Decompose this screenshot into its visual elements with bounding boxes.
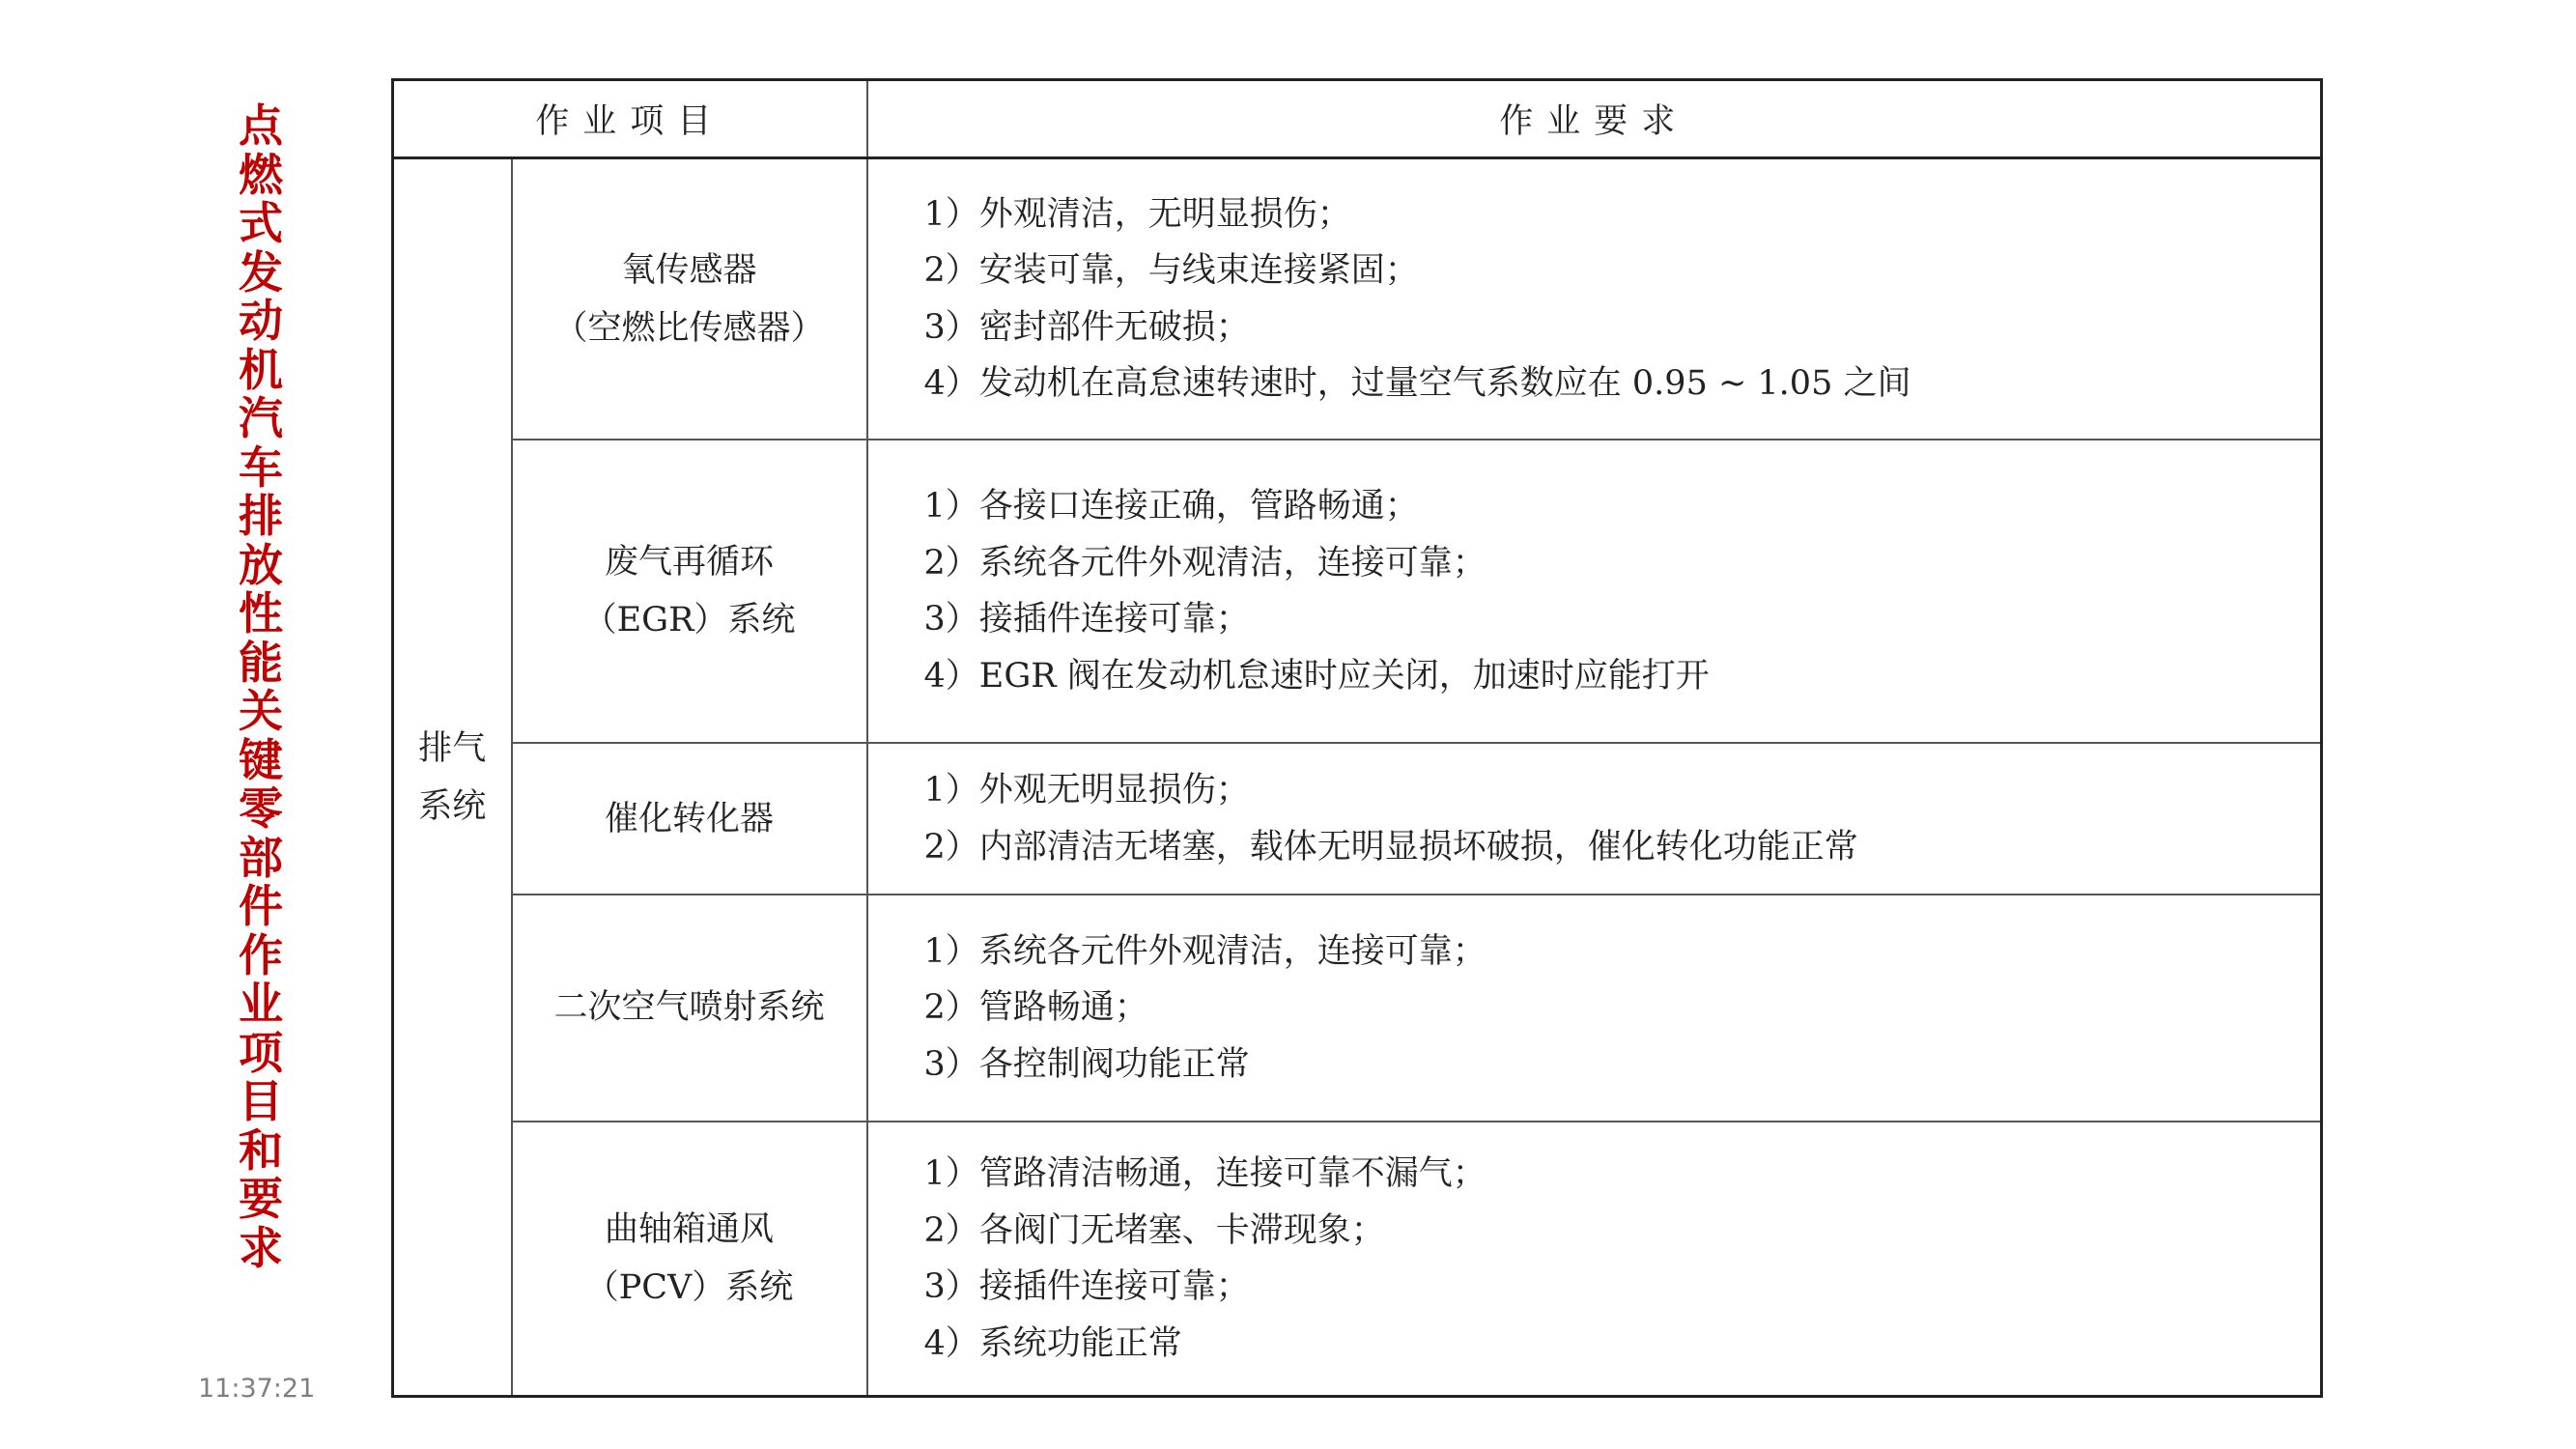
requirement-line: 4）系统功能正常 — [923, 1323, 1182, 1363]
requirement-line: 4）EGR 阀在发动机怠速时应关闭，加速时应能打开 — [923, 656, 1710, 696]
item-cell — [512, 895, 867, 1122]
item-name: 二次空气喷射系统 — [553, 988, 825, 1028]
requirement-line: 3）接插件连接可靠； — [923, 1267, 1250, 1307]
table-row — [393, 440, 2322, 743]
item-cell — [512, 440, 867, 743]
header-work-requirement: 作业要求 — [867, 80, 2322, 158]
requirement-line: 2）管路畅通； — [923, 988, 1148, 1028]
item-name: 废气再循环 — [605, 543, 775, 582]
requirement-line: 2）系统各元件外观清洁，连接可靠； — [923, 543, 1486, 582]
requirement-line: 2）各阀门无堵塞、卡滞现象； — [923, 1210, 1385, 1250]
header-work-item: 作业项目 — [393, 80, 867, 158]
requirement-line: 3）密封部件无破损； — [923, 307, 1250, 347]
item-subname: （EGR）系统 — [582, 601, 796, 640]
requirement-cell — [867, 895, 2322, 1122]
requirement-cell — [867, 1122, 2322, 1396]
requirement-cell — [867, 158, 2322, 440]
requirement-line: 1）外观无明显损伤； — [923, 771, 1250, 810]
requirement-cell — [867, 743, 2322, 894]
requirement-line: 2）安装可靠，与线束连接紧固； — [923, 251, 1419, 291]
system-label-line1: 排气 — [418, 728, 487, 768]
item-subname: （空燃比传感器） — [553, 308, 825, 348]
requirement-line: 2）内部清洁无堵塞，载体无明显损坏破损，催化转化功能正常 — [923, 827, 1858, 867]
item-name: 曲轴箱通风 — [605, 1210, 775, 1250]
requirement-line: 1）各接口连接正确，管路畅通； — [923, 487, 1419, 526]
table-row — [393, 743, 2322, 894]
table-header-row — [393, 80, 2322, 158]
table-row — [393, 895, 2322, 1122]
system-cell — [393, 158, 512, 1397]
item-cell — [512, 158, 867, 440]
slide-title: 点燃式发动机汽车排放性能关键零部件作业项目和要求 — [239, 99, 283, 1274]
requirement-line: 4）发动机在高怠速转速时，过量空气系数应在 0.95 ~ 1.05 之间 — [923, 364, 1911, 404]
table-row — [393, 158, 2322, 440]
timestamp: 11:37:21 — [198, 1374, 316, 1404]
requirement-line: 1）管路清洁畅通，连接可靠不漏气； — [923, 1154, 1486, 1194]
item-name: 催化转化器 — [605, 799, 775, 838]
requirement-line: 1）系统各元件外观清洁，连接可靠； — [923, 931, 1486, 971]
table-row — [393, 1122, 2322, 1396]
requirements-table — [391, 78, 2323, 1398]
item-cell — [512, 743, 867, 894]
item-name: 氧传感器 — [621, 250, 757, 290]
item-cell — [512, 1122, 867, 1396]
requirement-line: 1）外观清洁，无明显损伤； — [923, 194, 1351, 234]
requirement-line: 3）各控制阀功能正常 — [923, 1044, 1250, 1084]
requirement-cell — [867, 440, 2322, 743]
system-label-line2: 系统 — [418, 786, 487, 826]
item-subname: （PCV）系统 — [584, 1268, 794, 1308]
requirement-line: 3）接插件连接可靠； — [923, 600, 1250, 639]
